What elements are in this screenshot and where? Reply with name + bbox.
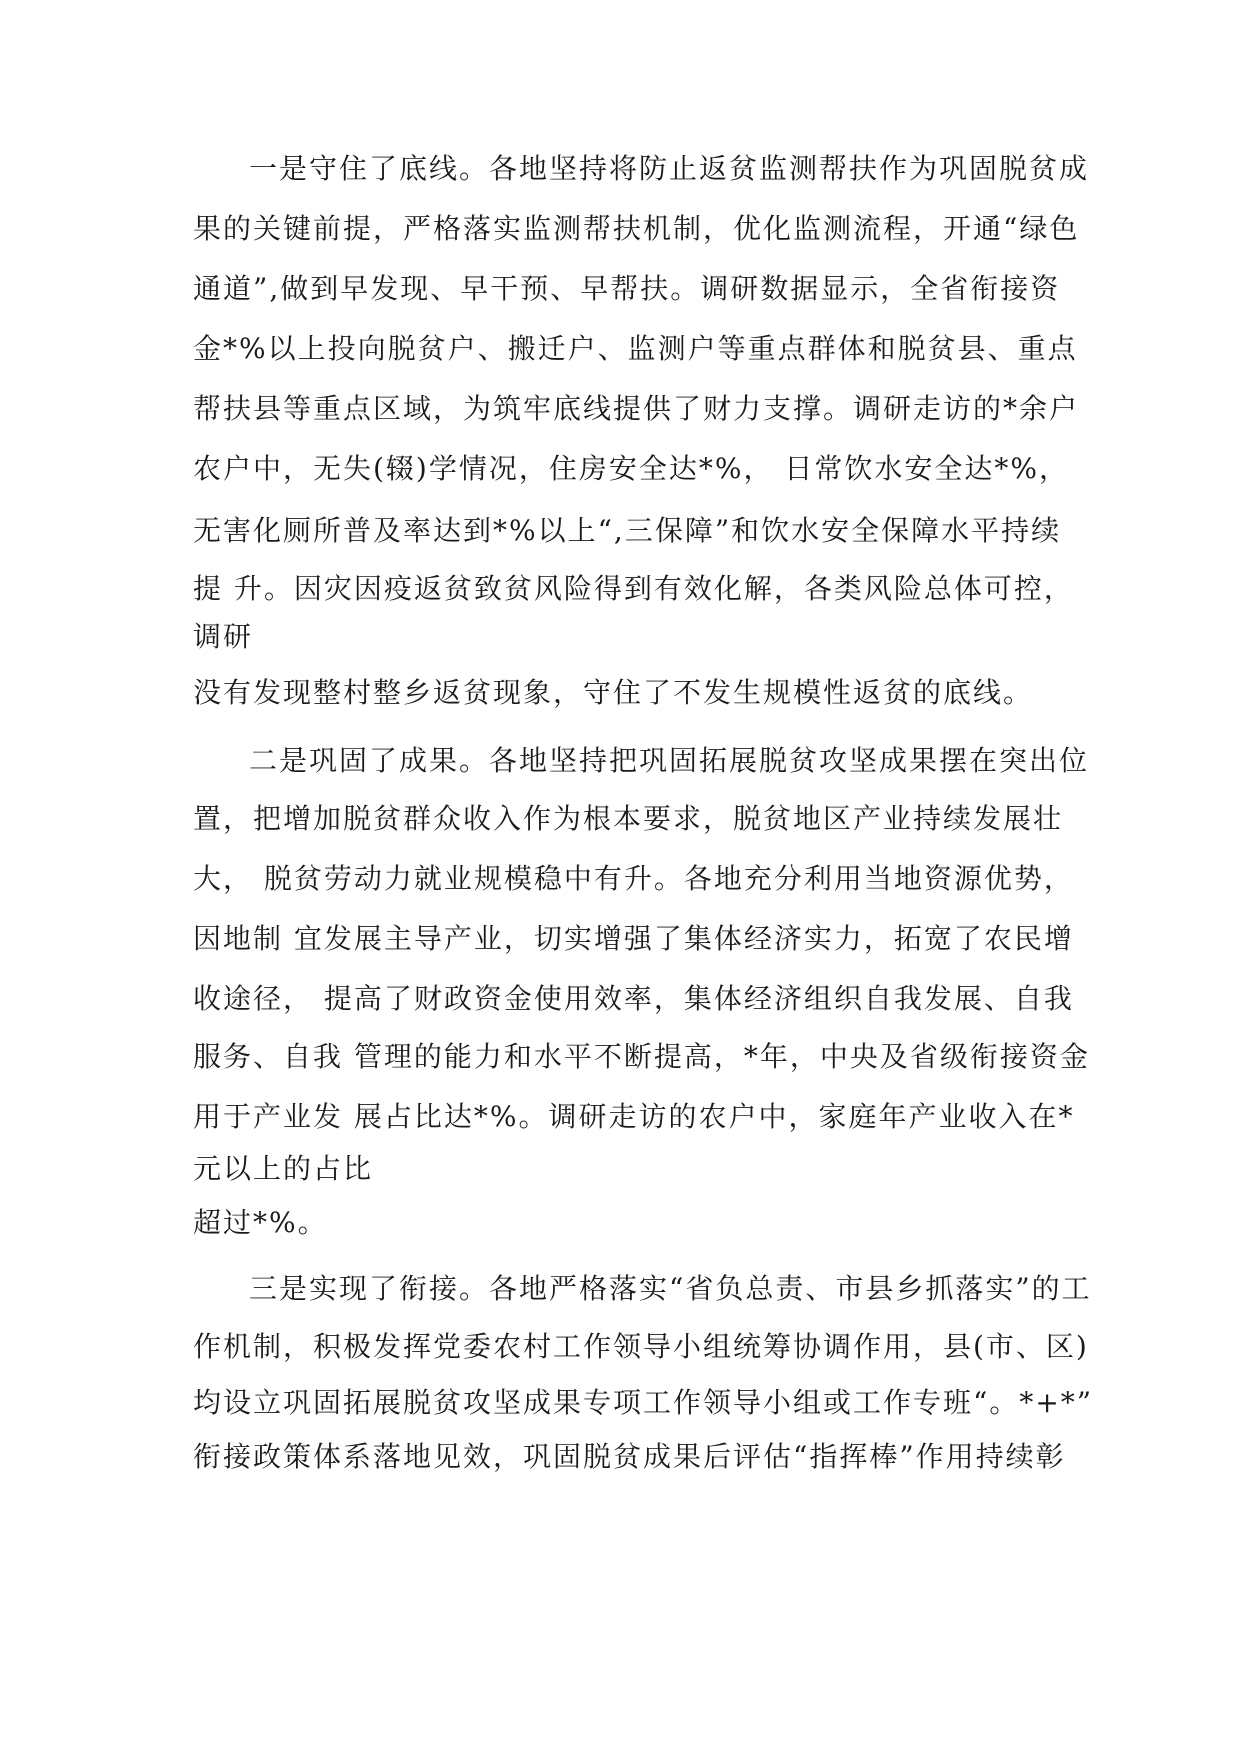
- text-line: 金*%以上投向脱贫户、搬迁户、监测户等重点群体和脱贫县、重点: [193, 332, 1078, 365]
- text-line: 用于产业发 展占比达*%。调研走访的农户中，家庭年产业收入在*: [193, 1100, 1075, 1133]
- text-line: 服务、自我 管理的能力和水平不断提高，*年，中央及省级衔接资金: [193, 1040, 1090, 1073]
- text-line: 通道”,做到早发现、早干预、早帮扶。调研数据显示，全省衔接资: [193, 272, 1061, 305]
- text-line: 因地制 宜发展主导产业，切实增强了集体经济实力，拓宽了农民增: [193, 922, 1074, 955]
- text-line: 果的关键前提，严格落实监测帮扶机制，优化监测流程，开通“绿色: [193, 212, 1080, 245]
- text-line: 超过*%。: [193, 1206, 328, 1239]
- text-line: 一是守住了底线。各地坚持将防止返贫监测帮扶作为巩固脱贫成: [249, 152, 1090, 185]
- text-line: 三是实现了衔接。各地严格落实“省负总责、市县乡抓落实”的工: [249, 1272, 1092, 1305]
- text-line: 无害化厕所普及率达到*%以上“,三保障”和饮水安全保障水平持续: [193, 514, 1062, 547]
- text-line: 没有发现整村整乡返贫现象，守住了不发生规模性返贫的底线。: [193, 676, 1034, 709]
- text-line: 元以上的占比: [193, 1152, 374, 1185]
- text-line: 帮扶县等重点区域，为筑牢底线提供了财力支撑。调研走访的*余户: [193, 392, 1080, 425]
- text-line: 均设立巩固拓展脱贫攻坚成果专项工作领导小组或工作专班“。*+*”: [193, 1386, 1094, 1419]
- text-line: 提 升。因灾因疫返贫致贫风险得到有效化解，各类风险总体可控，: [193, 572, 1074, 605]
- text-line: 收途径， 提高了财政资金使用效率，集体经济组织自我发展、自我: [193, 982, 1074, 1015]
- text-line: 二是巩固了成果。各地坚持把巩固拓展脱贫攻坚成果摆在突出位: [249, 744, 1090, 777]
- text-line: 置，把增加脱贫群众收入作为根本要求，脱贫地区产业持续发展壮: [193, 802, 1064, 835]
- text-line: 农户中，无失(辍)学情况，住房安全达*%， 日常饮水安全达*%，: [193, 452, 1069, 485]
- text-line: 作机制，积极发挥党委农村工作领导小组统筹协调作用，县(市、区): [193, 1330, 1089, 1363]
- text-line: 大， 脱贫劳动力就业规模稳中有升。各地充分利用当地资源优势，: [193, 862, 1074, 895]
- text-line: 调研: [193, 620, 254, 653]
- text-line: 衔接政策体系落地见效，巩固脱贫成果后评估“指挥棒”作用持续彰: [193, 1440, 1066, 1473]
